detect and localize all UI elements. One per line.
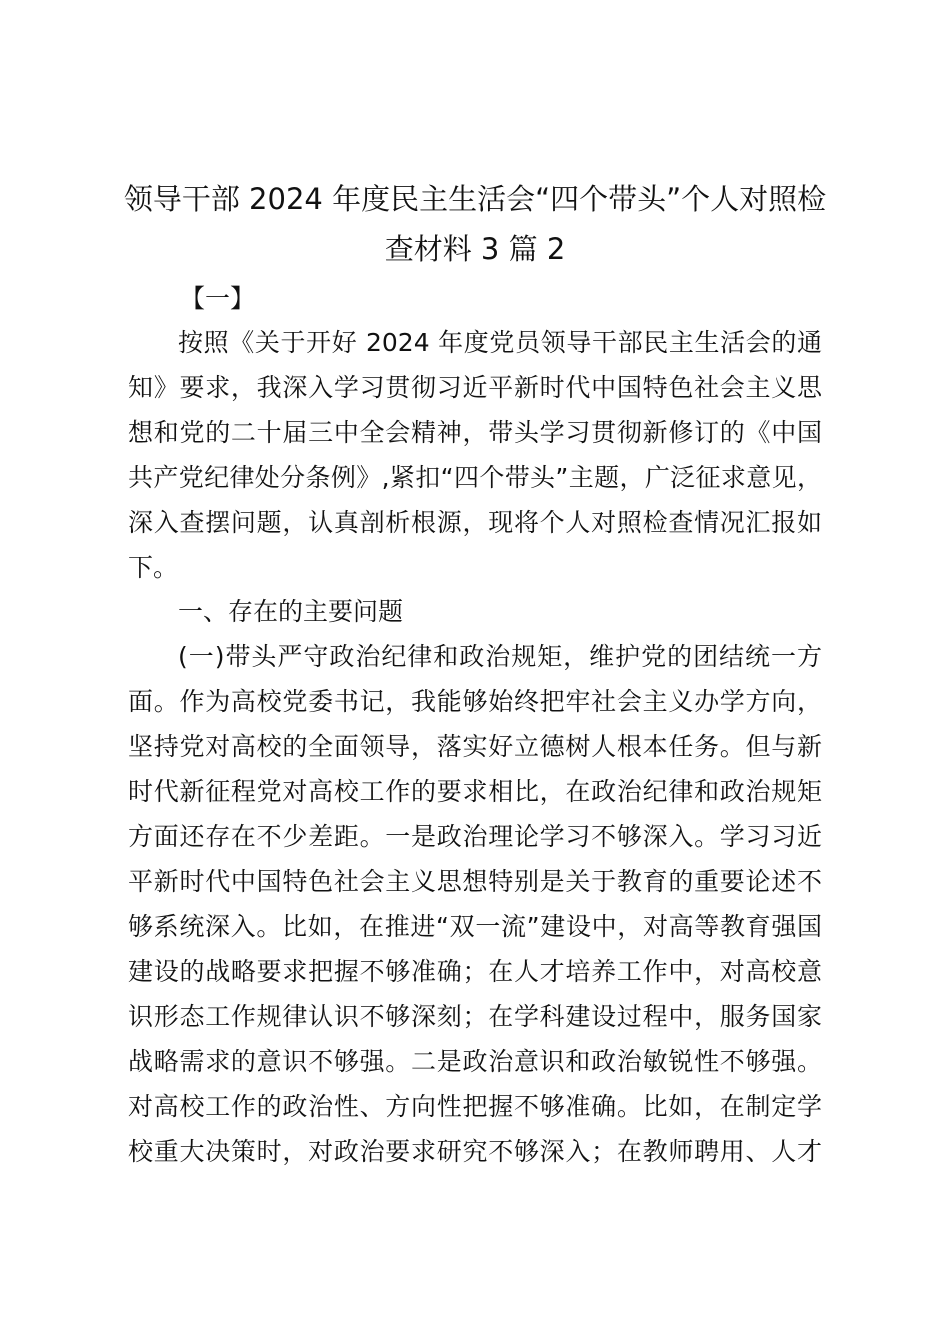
paragraph-1-line-5: 深入查摆问题，认真剖析根源，现将个人对照检查情况汇报如	[128, 508, 822, 537]
paragraph-2-line-3: 坚持党对高校的全面领导，落实好立德树人根本任务。但与新	[128, 732, 822, 761]
document-title-line-1: 领导干部 2024 年度民主生活会“四个带头”个人对照检	[123, 182, 827, 216]
paragraph-2-line-10: 战略需求的意识不够强。二是政治意识和政治敏锐性不够强。	[128, 1047, 822, 1076]
section-heading-1: 一、存在的主要问题	[178, 597, 404, 626]
paragraph-2-line-6: 平新时代中国特色社会主义思想特别是关于教育的重要论述不	[128, 867, 822, 896]
section-marker: 【一】	[180, 284, 256, 313]
paragraph-2-line-9: 识形态工作规律认识不够深刻；在学科建设过程中，服务国家	[128, 1002, 822, 1031]
paragraph-2-line-11: 对高校工作的政治性、方向性把握不够准确。比如，在制定学	[128, 1092, 822, 1121]
paragraph-2-line-5: 方面还存在不少差距。一是政治理论学习不够深入。学习习近	[128, 822, 822, 851]
paragraph-1-line-2: 知》要求，我深入学习贯彻习近平新时代中国特色社会主义思	[128, 373, 822, 402]
paragraph-2-line-7: 够系统深入。比如，在推进“双一流”建设中，对高等教育强国	[128, 912, 822, 941]
document-title-line-2: 查材料 3 篇 2	[384, 232, 566, 266]
paragraph-2-line-2: 面。作为高校党委书记，我能够始终把牢社会主义办学方向，	[128, 687, 822, 716]
paragraph-1-line-1: 按照《关于开好 2024 年度党员领导干部民主生活会的通	[178, 328, 822, 357]
paragraph-1-line-4: 共产党纪律处分条例》,紧扣“四个带头”主题，广泛征求意见，	[128, 463, 822, 492]
paragraph-2-line-4: 时代新征程党对高校工作的要求相比，在政治纪律和政治规矩	[128, 777, 822, 806]
paragraph-2-line-8: 建设的战略要求把握不够准确；在人才培养工作中，对高校意	[128, 957, 822, 986]
paragraph-1-line-6: 下。	[128, 553, 179, 582]
paragraph-2-line-1: (一)带头严守政治纪律和政治规矩，维护党的团结统一方	[178, 642, 822, 671]
paragraph-1-line-3: 想和党的二十届三中全会精神，带头学习贯彻新修订的《中国	[128, 418, 822, 447]
paragraph-2-line-12: 校重大决策时，对政治要求研究不够深入；在教师聘用、人才	[128, 1137, 822, 1166]
